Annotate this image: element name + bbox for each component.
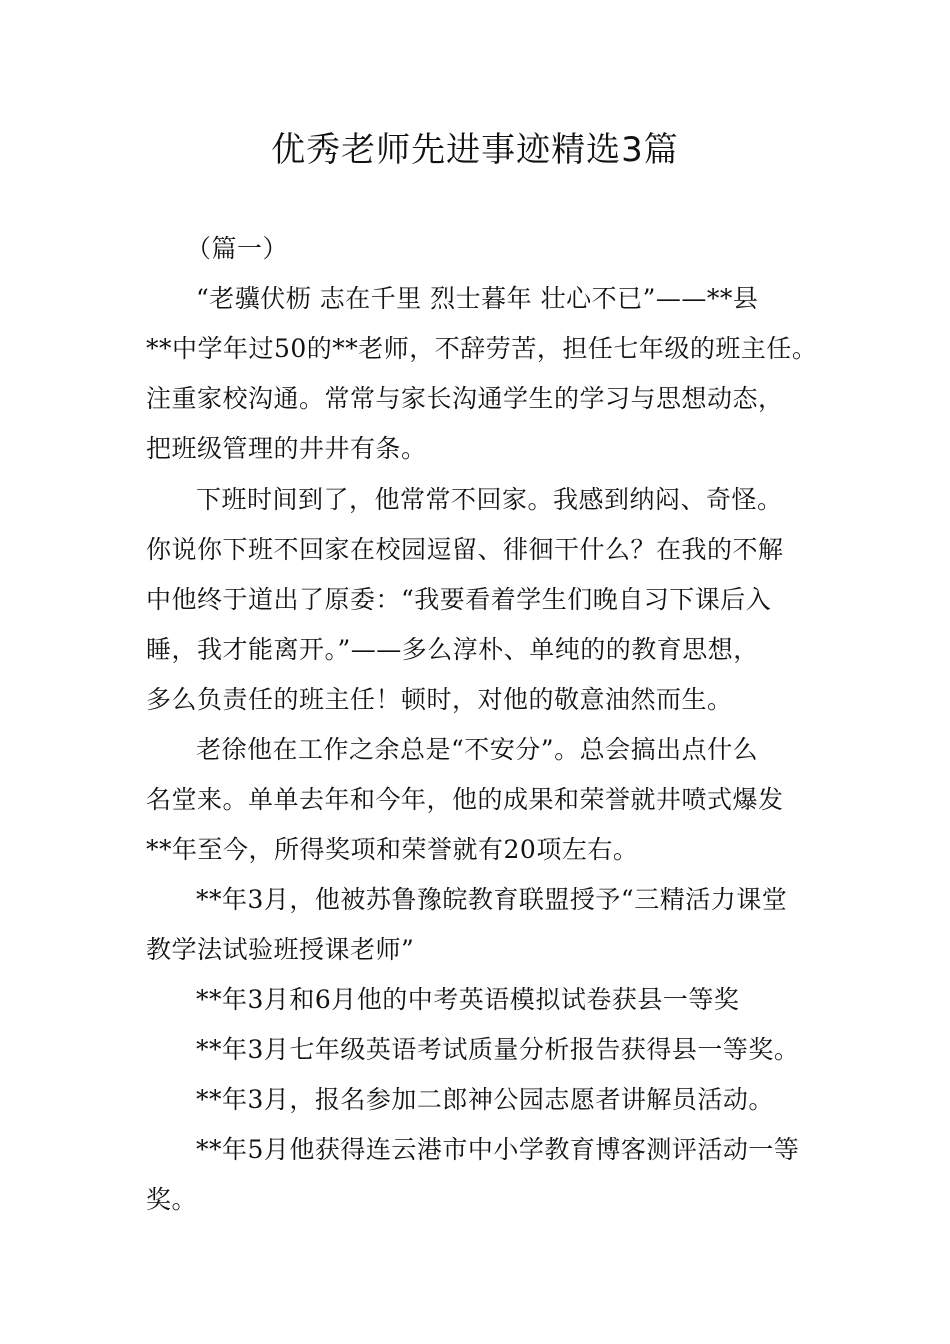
paragraph-line: 老徐他在工作之余总是“不安分”。总会搞出点什么 bbox=[196, 735, 759, 764]
paragraph-line: 睡，我才能离开。”——多么淳朴、单纯的的教育思想， bbox=[146, 635, 759, 664]
paragraph-line: 中他终于道出了原委：“我要看着学生们晚自习下课后入 bbox=[146, 585, 772, 614]
paragraph-line: 把班级管理的井井有条。 bbox=[146, 434, 427, 463]
paragraph-line: 你说你下班不回家在校园逗留、徘徊干什么？在我的不解 bbox=[146, 535, 784, 564]
paragraph-line: “老骥伏枥 志在千里 烈士暮年 壮心不已”——**县 bbox=[196, 284, 759, 313]
paragraph-line: **年3月七年级英语考试质量分析报告获得县一等奖。 bbox=[196, 1035, 800, 1064]
paragraph-line: **年3月，报名参加二郎神公园志愿者讲解员活动。 bbox=[196, 1085, 774, 1114]
paragraph-line: 下班时间到了，他常常不回家。我感到纳闷、奇怪。 bbox=[196, 485, 783, 514]
paragraph-line: 教学法试验班授课老师” bbox=[146, 935, 415, 964]
paragraph-line: 名堂来。单单去年和今年，他的成果和荣誉就井喷式爆发 bbox=[146, 785, 784, 814]
section-heading: （篇一） bbox=[186, 234, 289, 263]
paragraph-line: **中学年过50的**老师，不辞劳苦，担任七年级的班主任。 bbox=[146, 334, 818, 363]
paragraph-line: **年至今，所得奖项和荣誉就有20项左右。 bbox=[146, 835, 639, 864]
paragraph-line: 注重家校沟通。常常与家长沟通学生的学习与思想动态， bbox=[146, 384, 784, 413]
paragraph-line: **年5月他获得连云港市中小学教育博客测评活动一等 bbox=[196, 1135, 800, 1164]
paragraph-line: **年3月，他被苏鲁豫皖教育联盟授予“三精活力课堂 bbox=[196, 885, 788, 914]
paragraph-line: 多么负责任的班主任！顿时，对他的敬意油然而生。 bbox=[146, 685, 733, 714]
paragraph-line: 奖。 bbox=[146, 1185, 198, 1214]
document-title: 优秀老师先进事迹精选3篇 bbox=[271, 130, 679, 170]
paragraph-line: **年3月和6月他的中考英语模拟试卷获县一等奖 bbox=[196, 985, 740, 1014]
